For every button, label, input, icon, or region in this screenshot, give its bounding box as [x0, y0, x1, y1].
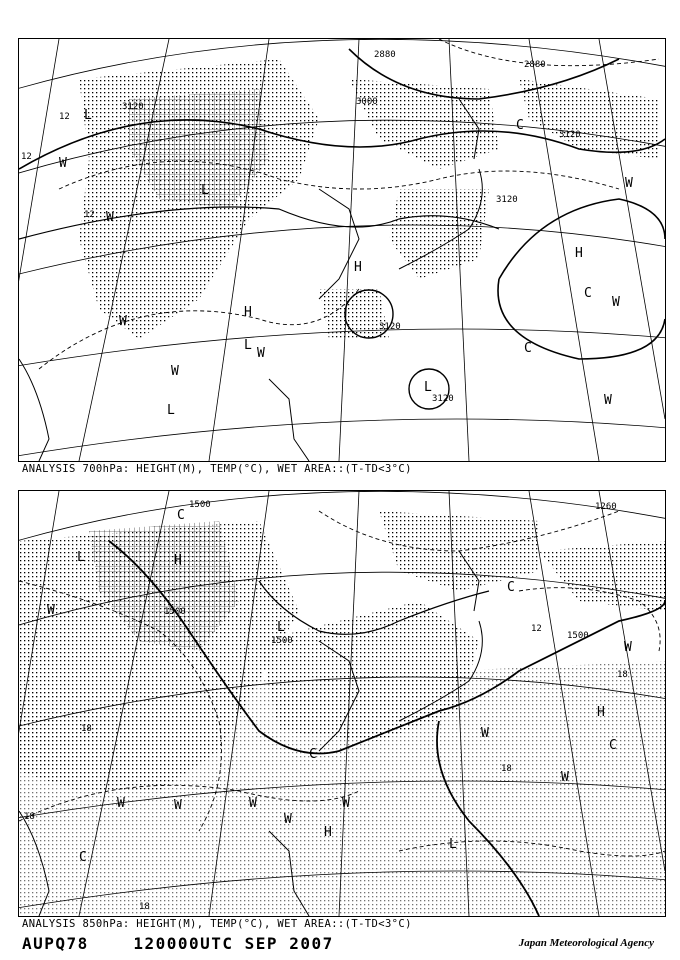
high-label: H [174, 553, 182, 568]
contour-label: 18 [501, 764, 512, 774]
contour-label: 18 [139, 902, 150, 912]
cold-label: C [516, 118, 524, 133]
cold-label: C [177, 508, 185, 523]
warm-label: W [59, 156, 67, 171]
contour-label: 12 [84, 210, 95, 220]
low-label: L [277, 620, 285, 635]
warm-label: W [117, 796, 125, 811]
warm-label: W [625, 176, 633, 191]
agency-name: Japan Meteorological Agency [518, 937, 654, 949]
contour-label: 1500 [164, 607, 186, 617]
contour-label: 3120 [379, 322, 401, 332]
bulletin-code: AUPQ78 [22, 934, 89, 953]
contour-label: 1500 [271, 636, 293, 646]
contour-label: 3120 [122, 102, 144, 112]
bulletin-timestamp: 120000UTC SEP 2007 [133, 934, 334, 953]
warm-label: W [119, 314, 127, 329]
contour-label: 3000 [356, 97, 378, 107]
warm-label: W [257, 346, 265, 361]
contour-label: 2880 [524, 60, 546, 70]
cold-label: C [524, 341, 532, 356]
chart-850hpa [18, 490, 666, 917]
warm-label: W [171, 364, 179, 379]
warm-label: W [106, 210, 114, 225]
contour-label: 1500 [567, 631, 589, 641]
contour-label: 1500 [189, 500, 211, 510]
chart-700hpa-graphic [19, 39, 665, 461]
cold-label: C [309, 747, 317, 762]
low-label: L [244, 338, 252, 353]
cold-label: C [79, 850, 87, 865]
low-label: L [84, 108, 92, 123]
low-label: L [201, 183, 209, 198]
warm-label: W [481, 726, 489, 741]
low-label: L [77, 550, 85, 565]
contour-label: 18 [617, 670, 628, 680]
high-label: H [575, 246, 583, 261]
contour-label: 18 [24, 812, 35, 822]
low-label: L [424, 380, 432, 395]
contour-label: 3120 [496, 195, 518, 205]
wet-areas [19, 511, 665, 916]
contour-label: 12 [531, 624, 542, 634]
chart-850hpa-graphic [19, 491, 665, 916]
warm-label: W [624, 640, 632, 655]
contour-label: 2880 [374, 50, 396, 60]
warm-label: W [174, 798, 182, 813]
warm-label: W [612, 295, 620, 310]
warm-label: W [342, 796, 350, 811]
caption-850hpa: ANALYSIS 850hPa: HEIGHT(M), TEMP(°C), WET AREA::(T-TD<3°C) [22, 918, 412, 930]
contour-label: 3120 [432, 394, 454, 404]
warm-label: W [284, 812, 292, 827]
chart-700hpa [18, 38, 666, 462]
low-label: L [167, 403, 175, 418]
cold-label: C [584, 286, 592, 301]
high-label: H [597, 705, 605, 720]
cold-label: C [507, 580, 515, 595]
cold-label: C [609, 738, 617, 753]
warm-label: W [604, 393, 612, 408]
contour-label: 18 [81, 724, 92, 734]
bulletin-header [22, 934, 334, 953]
contour-label: 3120 [559, 130, 581, 140]
contour-label: 12 [59, 112, 70, 122]
caption-700hpa: ANALYSIS 700hPa: HEIGHT(M), TEMP(°C), WET AREA::(T-TD<3°C) [22, 463, 412, 475]
warm-label: W [561, 770, 569, 785]
low-label: L [449, 837, 457, 852]
contour-label: 12 [21, 152, 32, 162]
high-label: H [354, 260, 362, 275]
high-label: H [244, 305, 252, 320]
warm-label: W [249, 796, 257, 811]
warm-label: W [47, 603, 55, 618]
high-label: H [324, 825, 332, 840]
contour-label: 1260 [595, 502, 617, 512]
